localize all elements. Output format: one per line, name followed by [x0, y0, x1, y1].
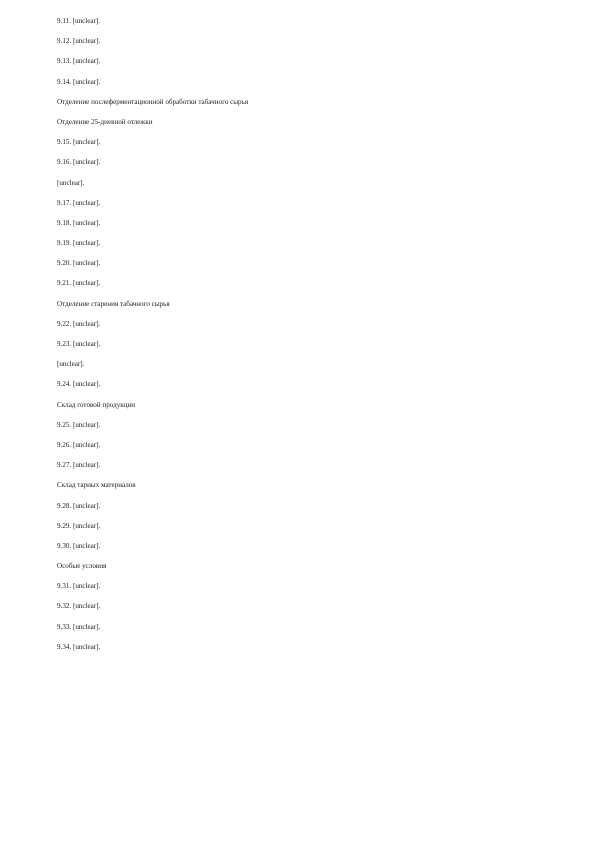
paragraph-9-25: 9.25. [unclear].	[57, 420, 101, 429]
paragraph-9-22: 9.22. [unclear].	[57, 319, 101, 328]
paragraph-9-27: 9.27. [unclear].	[57, 461, 101, 470]
paragraph-9-33: 9.33. [unclear].	[57, 622, 101, 631]
paragraph-9-34: 9.34. [unclear].	[57, 642, 101, 651]
paragraph-9-26: 9.26. [unclear].	[57, 440, 101, 449]
paragraph-9-31: 9.31. [unclear].	[57, 582, 101, 591]
paragraph-9-30: 9.30. [unclear].	[57, 541, 101, 550]
paragraph-9-13: 9.13. [unclear].	[57, 57, 101, 66]
section-heading: Склад тарных материалов	[57, 481, 136, 490]
paragraph-9-11: 9.11. [unclear].	[57, 17, 101, 25]
paragraph-9-16: 9.16. [unclear].	[57, 158, 101, 167]
paragraph-9-28: 9.28. [unclear].	[57, 501, 101, 510]
section-heading: Особые условия	[57, 562, 107, 571]
paragraph-9-15: 9.15. [unclear].	[57, 138, 101, 147]
section-heading: Отделение послеферментационной обработки табачного сырья	[57, 97, 249, 106]
paragraph-9-18: 9.18. [unclear].	[57, 218, 101, 227]
paragraph-9-19: 9.19. [unclear].	[57, 239, 101, 248]
paragraph-9-32: 9.32. [unclear].	[57, 602, 101, 611]
paragraph-9-12: 9.12. [unclear].	[57, 37, 101, 46]
paragraph-9-14: 9.14. [unclear].	[57, 77, 101, 86]
section-heading: Отделение старения табачного сырья	[57, 299, 170, 308]
paragraph-9-21: 9.21. [unclear].	[57, 279, 101, 288]
section-heading: Склад готовой продукции	[57, 400, 136, 409]
paragraph: [unclear].	[57, 360, 85, 369]
subsection-heading: Отделение 25-дневной отлежки	[57, 117, 153, 126]
paragraph-9-29: 9.29. [unclear].	[57, 521, 101, 530]
paragraph-9-20: 9.20. [unclear].	[57, 259, 101, 268]
paragraph-9-17: 9.17. [unclear].	[57, 198, 101, 207]
paragraph-9-24: 9.24. [unclear].	[57, 380, 101, 389]
paragraph-9-23: 9.23. [unclear].	[57, 340, 101, 348]
paragraph: [unclear].	[57, 178, 85, 187]
